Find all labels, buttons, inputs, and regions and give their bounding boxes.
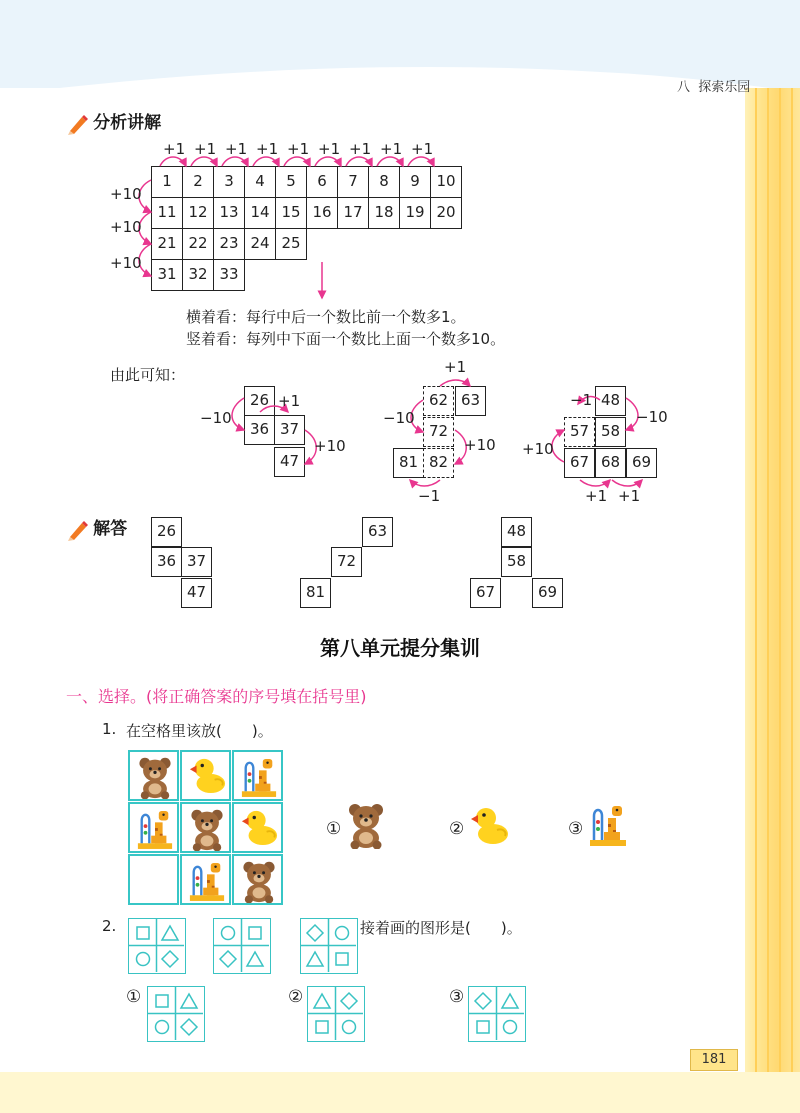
grid-cell: 24 (244, 228, 276, 260)
section-title: 一、选择。(将正确答案的序号填在括号里) (66, 687, 367, 706)
grid-cell: 20 (430, 197, 462, 229)
q2-number: 2. (102, 917, 117, 935)
plus10-label-1: +10 (110, 185, 142, 203)
square-icon (249, 927, 261, 939)
grid-cell: 18 (368, 197, 400, 229)
ans1-cell: 36 (151, 547, 182, 577)
q1-number: 1. (102, 720, 117, 738)
toy-cell (232, 854, 283, 905)
q1-option-3-label: ③ (568, 819, 584, 839)
ans2-cell: 81 (300, 578, 331, 608)
fig1-cell: 37 (274, 415, 305, 445)
duck-icon (240, 807, 278, 851)
duck-icon (469, 804, 509, 850)
triangle-icon (181, 994, 197, 1008)
ans3-cell: 48 (501, 517, 532, 547)
plus1-label: +1 (194, 140, 217, 158)
grid-cell: 16 (306, 197, 338, 229)
plus10-label: +10 (522, 440, 554, 458)
grid-cell: 19 (399, 197, 431, 229)
grid-cell: 2 (182, 166, 214, 198)
grid-cell: 8 (368, 166, 400, 198)
plus1-label: +1 (444, 358, 467, 376)
chapter-label: 八 (677, 80, 691, 95)
plus1-label: +1 (349, 140, 372, 158)
toy-cell (232, 802, 283, 853)
plus1-label: +1 (318, 140, 341, 158)
minus10-label: −10 (383, 409, 415, 427)
grid-cell: 3 (213, 166, 245, 198)
plus1-label: +1 (380, 140, 403, 158)
fig3-cell: 57 (564, 417, 595, 447)
plus1-label: +1 (225, 140, 248, 158)
minus10-label: −10 (200, 409, 232, 427)
minus1-label: −1 (418, 487, 441, 505)
ans1-cell: 37 (181, 547, 212, 577)
plus1-label: +1 (585, 487, 608, 505)
giraffe-toy-icon (240, 755, 278, 803)
toy-cell (232, 750, 283, 801)
triangle-icon (502, 994, 518, 1008)
page-number: 181 (690, 1049, 738, 1071)
plus10-label: +10 (464, 436, 496, 454)
square-icon (477, 1021, 489, 1033)
shape-grid (300, 918, 358, 974)
grid-cell: 31 (151, 259, 183, 291)
grid-cell: 13 (213, 197, 245, 229)
bear-icon (240, 859, 278, 907)
pencil-icon (66, 519, 88, 541)
circle-icon (156, 1021, 169, 1034)
plus1-label: +1 (618, 487, 641, 505)
shape-grid (128, 918, 186, 974)
horizontal-rule-text: 横着看：每行中后一个数比前一个数多1。 (186, 308, 466, 326)
fig2-cell: 62 (423, 386, 454, 416)
fig2-cell: 63 (455, 386, 486, 416)
plus10-label: +10 (314, 437, 346, 455)
diamond-icon (307, 925, 323, 941)
ans2-cell: 72 (331, 547, 362, 577)
fig1-cell: 36 (244, 415, 275, 445)
toy-cell (180, 802, 231, 853)
fig1-cell: 26 (244, 386, 275, 416)
circle-icon (222, 927, 235, 940)
answer-heading-text: 解答 (93, 519, 128, 539)
bottom-band (0, 1072, 800, 1113)
duck-icon (188, 755, 226, 799)
diamond-icon (341, 993, 357, 1009)
grid-cell: 21 (151, 228, 183, 260)
plus10-label-3: +10 (110, 254, 142, 272)
ans2-cell: 63 (362, 517, 393, 547)
triangle-icon (307, 952, 323, 966)
giraffe-toy-icon (588, 802, 628, 852)
circle-icon (336, 927, 349, 940)
answer-heading (66, 514, 127, 541)
grid-cell: 25 (275, 228, 307, 260)
grid-cell: 17 (337, 197, 369, 229)
giraffe-toy-icon (136, 807, 174, 855)
grid-cell: 5 (275, 166, 307, 198)
q2-text: 接着画的图形是( )。 (360, 919, 522, 937)
triangle-icon (162, 926, 178, 940)
ans1-cell: 26 (151, 517, 182, 547)
fig3-cell: 48 (595, 386, 626, 416)
chapter-title: 探索乐园 (698, 80, 751, 95)
square-icon (316, 1021, 328, 1033)
fig3-cell: 68 (595, 448, 626, 478)
bear-icon (346, 801, 386, 853)
square-icon (336, 953, 348, 965)
toy-cell (180, 750, 231, 801)
circle-icon (343, 1021, 356, 1034)
square-icon (156, 995, 168, 1007)
plus1-label: +1 (287, 140, 310, 158)
analysis-heading-text: 分析讲解 (93, 113, 162, 133)
toy-cell (128, 750, 179, 801)
toy-cell (180, 854, 231, 905)
plus1-label: +1 (256, 140, 279, 158)
grid-cell: 15 (275, 197, 307, 229)
fig3-cell: 69 (626, 448, 657, 478)
shape-grid (307, 986, 365, 1042)
fig3-cell: 67 (564, 448, 595, 478)
grid-arrows (0, 0, 800, 320)
figure-arrows (0, 370, 800, 510)
triangle-icon (314, 994, 330, 1008)
conclusion-label: 由此可知： (110, 366, 186, 384)
fig2-cell: 82 (423, 448, 454, 478)
unit-title: 第八单元提分集训 (320, 636, 480, 660)
ans3-cell: 67 (470, 578, 501, 608)
q2-option-1-label: ① (126, 987, 142, 1007)
giraffe-toy-icon (188, 859, 226, 907)
diamond-icon (475, 993, 491, 1009)
bear-icon (188, 807, 226, 855)
vertical-rule-text: 竖着看：每列中下面一个数比上面一个数多10。 (186, 330, 506, 348)
minus10-label: −10 (636, 408, 668, 426)
grid-cell: 4 (244, 166, 276, 198)
plus1-label: +1 (163, 140, 186, 158)
fig1-cell: 47 (274, 447, 305, 477)
ans3-cell: 69 (532, 578, 563, 608)
circle-icon (504, 1021, 517, 1034)
grid-cell: 14 (244, 197, 276, 229)
q1-option-2-label: ② (449, 819, 465, 839)
bear-icon (136, 755, 174, 803)
grid-cell: 11 (151, 197, 183, 229)
diamond-icon (181, 1019, 197, 1035)
grid-cell: 9 (399, 166, 431, 198)
circle-icon (137, 953, 150, 966)
shape-grid (468, 986, 526, 1042)
ans3-cell: 58 (501, 547, 532, 577)
grid-cell: 33 (213, 259, 245, 291)
plus10-label-2: +10 (110, 218, 142, 236)
grid-cell: 32 (182, 259, 214, 291)
diamond-icon (220, 951, 236, 967)
toy-cell (128, 802, 179, 853)
fig2-cell: 72 (423, 417, 454, 447)
plus1-label: +1 (278, 392, 301, 410)
grid-cell: 22 (182, 228, 214, 260)
grid-cell: 7 (337, 166, 369, 198)
shape-grid (213, 918, 271, 974)
ans1-cell: 47 (181, 578, 212, 608)
empty-cell (128, 854, 179, 905)
fig3-cell: 58 (595, 417, 626, 447)
grid-cell: 23 (213, 228, 245, 260)
q1-option-1-label: ① (326, 819, 342, 839)
triangle-icon (247, 952, 263, 966)
grid-cell: 1 (151, 166, 183, 198)
q1-text: 在空格里该放( )。 (126, 722, 273, 740)
shape-grid (147, 986, 205, 1042)
q2-option-3-label: ③ (449, 987, 465, 1007)
grid-cell: 10 (430, 166, 462, 198)
fig2-cell: 81 (393, 448, 424, 478)
grid-cell: 6 (306, 166, 338, 198)
q2-option-2-label: ② (288, 987, 304, 1007)
plus1-label: +1 (411, 140, 434, 158)
square-icon (137, 927, 149, 939)
diamond-icon (162, 951, 178, 967)
grid-cell: 12 (182, 197, 214, 229)
minus1-label: −1 (570, 391, 593, 409)
